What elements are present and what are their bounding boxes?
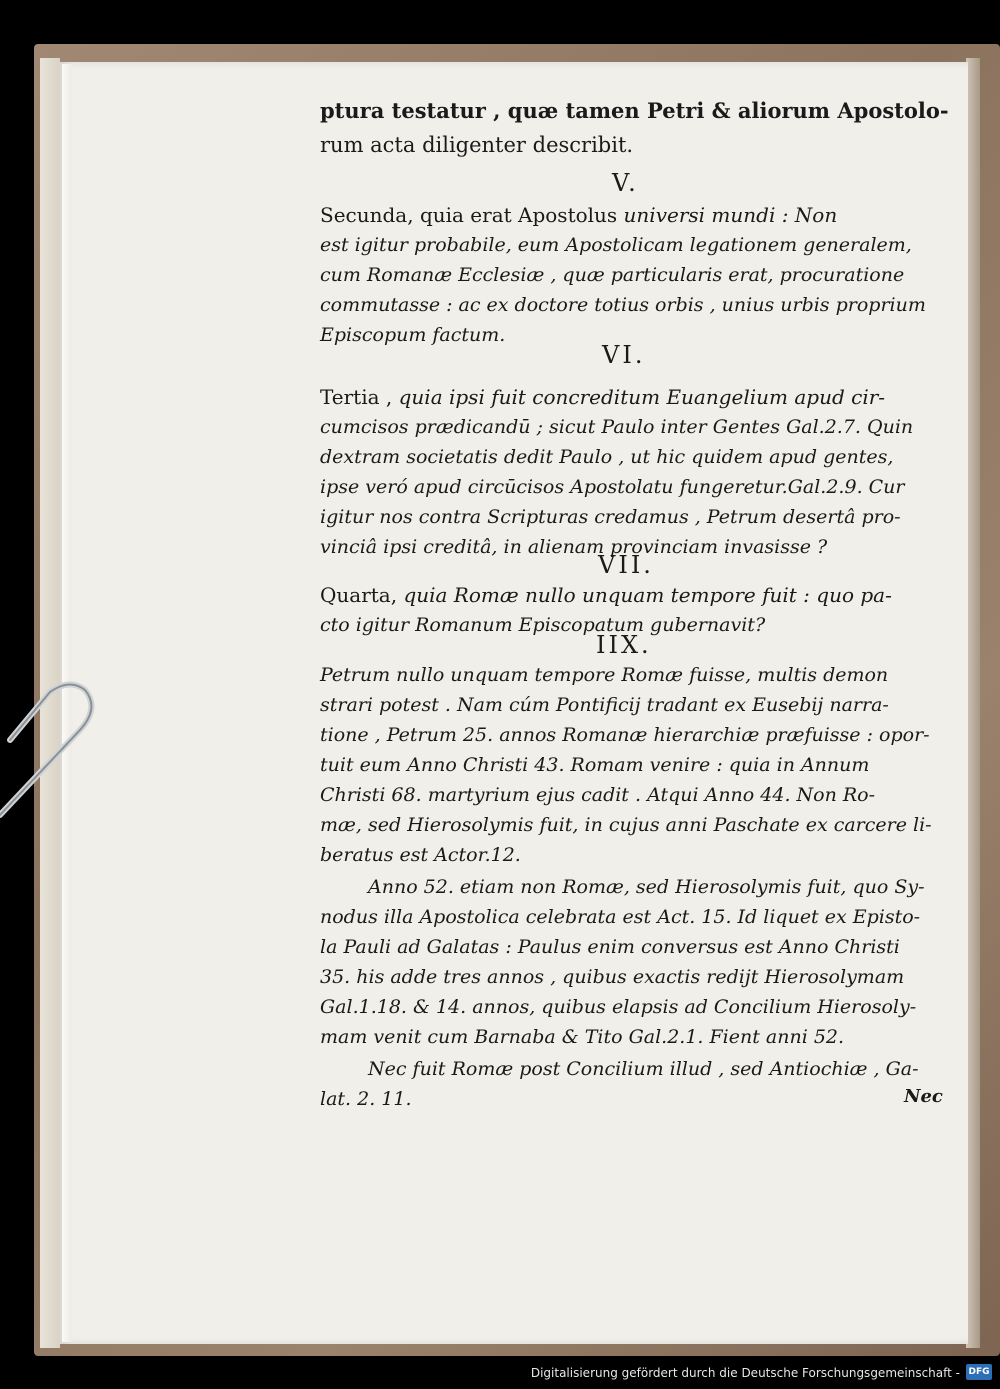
text-line: cum Romanæ Ecclesiæ , quæ particularis erat, procuratione bbox=[320, 264, 905, 286]
text-line: cumcisos prædicandū ; sicut Paulo inter Gentes Gal.2.7. Quin bbox=[320, 416, 914, 438]
text-line: ptura testatur , quæ tamen Petri & aliorum Apostolo- bbox=[320, 98, 949, 123]
text-line: 35. his adde tres annos , quibus exactis redijt Hierosolymam bbox=[320, 966, 905, 988]
section-heading-vi: VI. bbox=[602, 341, 646, 369]
text-line: strari potest . Nam cúm Pontificij tradant ex Eusebij narra- bbox=[320, 694, 889, 716]
text-line bbox=[320, 384, 885, 410]
text-line: Episcopum factum. bbox=[320, 324, 506, 346]
text-line: rum acta diligenter describit. bbox=[320, 133, 634, 157]
text-line bbox=[320, 582, 892, 608]
text-roman: Tertia , bbox=[320, 385, 399, 409]
text-line: Nec fuit Romæ post Concilium illud , sed Antiochiæ , Ga- bbox=[368, 1058, 919, 1080]
text-line: nodus illa Apostolica celebrata est Act. 15. Id liquet ex Episto- bbox=[320, 906, 921, 928]
text-line: cto igitur Romanum Episcopatum gubernavit? bbox=[320, 614, 766, 636]
text-roman: Quarta, bbox=[320, 583, 404, 607]
cover-right-edge bbox=[966, 58, 980, 1348]
text-line: dextram societatis dedit Paulo , ut hic quidem apud gentes, bbox=[320, 446, 894, 468]
dfg-logo: DFG bbox=[966, 1364, 992, 1380]
text-line: vinciâ ipsi creditâ, in alienam provinciam invasisse ? bbox=[320, 536, 828, 558]
text-line: igitur nos contra Scripturas credamus , Petrum desertâ pro- bbox=[320, 506, 901, 528]
text-line: ipse veró apud circūcisos Apostolatu fungeretur.Gal.2.9. Cur bbox=[320, 476, 905, 498]
text-italic: universi mundi : Non bbox=[623, 203, 838, 227]
text-line: Christi 68. martyrium ejus cadit . Atqui Anno 44. Non Ro- bbox=[320, 784, 876, 806]
footer-credit: Digitalisierung gefördert durch die Deutsche Forschungsgemeinschaft - bbox=[530, 1366, 960, 1380]
text-line: commutasse : ac ex doctore totius orbis , unius urbis proprium bbox=[320, 294, 926, 316]
text-italic: quia Romæ nullo unquam tempore fuit : quo pa- bbox=[403, 583, 892, 607]
text-line: est igitur probabile, eum Apostolicam legationem generalem, bbox=[320, 234, 912, 256]
section-heading-iix: IIX. bbox=[596, 631, 652, 659]
text-line: Gal.1.18. & 14. annos, quibus elapsis ad Concilium Hierosoly- bbox=[320, 996, 917, 1018]
text-line: la Pauli ad Galatas : Paulus enim conversus est Anno Christi bbox=[320, 936, 900, 958]
text-line: mam venit cum Barnaba & Tito Gal.2.1. Fient anni 52. bbox=[320, 1026, 845, 1048]
text-line: Petrum nullo unquam tempore Romæ fuisse, multis demon bbox=[320, 664, 889, 686]
text-line bbox=[320, 202, 837, 228]
footer-bar bbox=[0, 1358, 1000, 1389]
text-italic: quia ipsi fuit concreditum Euangelium apud cir- bbox=[398, 385, 886, 409]
text-line: mæ, sed Hierosolymis fuit, in cujus anni Paschate ex carcere li- bbox=[320, 814, 932, 836]
section-heading-vii: VII. bbox=[598, 551, 654, 579]
text-line: tione , Petrum 25. annos Romanæ hierarchiæ præfuisse : opor- bbox=[320, 724, 930, 746]
section-heading-v: V. bbox=[612, 169, 639, 197]
text-line: Anno 52. etiam non Romæ, sed Hierosolymis fuit, quo Sy- bbox=[368, 876, 925, 898]
text-line: lat. 2. 11. bbox=[320, 1088, 412, 1110]
catchword: Nec bbox=[904, 1086, 943, 1107]
paperclip-icon bbox=[0, 670, 120, 830]
text-roman: Secunda, quia erat Apostolus bbox=[320, 203, 624, 227]
text-line: tuit eum Anno Christi 43. Romam venire : quia in Annum bbox=[320, 754, 870, 776]
text-line: beratus est Actor.12. bbox=[320, 844, 521, 866]
